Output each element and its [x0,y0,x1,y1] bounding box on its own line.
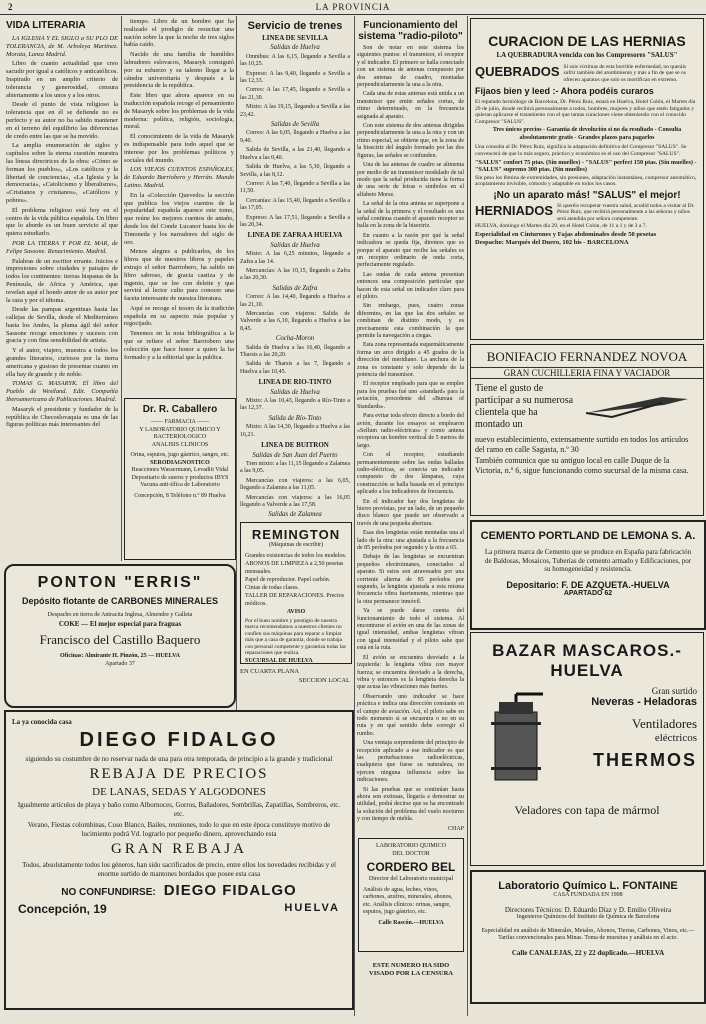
ad-line: NO CONFUNDIRSE: [61,887,156,898]
paragraph: El avión se encuentra desviado a la izquierda: la lengüeta vibra con mayor fuerza; se encuentra desviado a la derecha, vibra y entonces es la lengüeta derecha la que acusa las vibraciones más fuertes. [357,654,464,691]
censura-text: ESTE NUMERO HA SIDO VISADO POR LA CENSURA [369,962,453,977]
book-title-1: LA IGLESIA Y EL SIGLO a SU PLO DE TOLERANCIA, de M. Arboleya Martinez. Morata, Lanza Madrid. [6,35,118,58]
paragraph: Libro de cuanto actualidad que creo sacudir por igual a católicos y anticatólicos. Inspirado en un amplio criterio de tolerancia y generosidad, censura abiertamente a los unos y a los otros. [6,60,118,99]
line-heading: Cocha-Moron [275,335,315,343]
book-title-2: POR LA TIERRA Y POR EL MAR, de Felipe Sassone. Renacimiento. Madrid. [6,239,118,255]
ad-line: También comunica que su antiguo local en calle Duque de la Victoria, n.º 6, sigue funcionando como sucursal de la misma casa. [475,456,689,475]
train-entry: Salida de Sevilla, a las 21,40, llegando a Huelva a las 0,40. [240,147,350,161]
ad-line: Igualmente artículos de playa y baño como Albornoces, Gorros, Bañadores, Sombrillas, Zapatillas, Sombreros, etc. etc. [17,801,341,818]
ad-line: Neveras - Heladoras [591,695,697,708]
ad-heading: HERNIADOS [475,202,554,218]
ad-title: REMINGTON [251,527,341,542]
razor-icon [575,383,699,431]
book-title-4: LOS VIEJOS CUENTOS ESPAÑOLES, de Eduardo Barriobero y Herrán. Mundo Latino. Madrid. [124,166,234,189]
ad-line: ANALISIS CLINICOS [151,441,209,448]
ad-owner: Francisco del Castillo Baquero [39,632,201,647]
ad-line: Especialidad en análisis de Minerales, Metales, Abonos, Tierras, Carbones, Vinos, etc.— Tarifas convencionales para Minas. Toma de muestras y análisis en el acto. [481,927,695,941]
ad-line: THERMOS [593,749,697,770]
ad-title: DIEGO FIDALGO [163,882,297,899]
paragraph: Ya se puede darse cuenta del funcionamiento de todo el sistema. Al encontrarse el avión en una de las zonas de igual intensidad, ambas lengüetas vibran con igual intensidad y el piloto sabe que está en la ruta. [357,608,464,652]
ad-line: DE LANAS, SEDAS Y ALGODONES [92,786,266,798]
line-heading: LINEA DE SEVILLA [262,34,328,42]
ad-heading: Fijaos bien y leed :- Ahora podéis curaros [475,86,654,96]
bazar-mascaros-ad [470,632,704,866]
section-heading: VIDA LITERARIA [6,20,86,31]
note-line: SECCION LOCAL [298,677,350,684]
fontaine-lab-ad [470,870,706,1004]
paragraph: En cuanto a la razón por qué la señal indicadora se queda fija, diremos que es porque el aparato que recibe las señales es un receptor ordinario de onda corta, perfectamente regulado. [357,232,464,269]
ad-line: Análisis de agua, leches, vinos, carbones, azufres, minerales, abonos, etc. Análisis clínicos: orinas, sangre, esputos, jugo gástrico, etc. [363,886,453,915]
paragraph: Menos alegres a publicarlos, de los libros que de nuestros libros y papeles extrajo el señor Barriobero, ha salido un libro sabroso, de gracia castiza y de ingenio, que se lee con deleite y que servirá al lector culto para conocer una faceta interesante de nuestra literatura. [124,248,234,303]
paragraph: Desde el punto de vista religioso la tolerancia que en él se defiende no es perfecto y su autor no ha sabido mantener en el terreno del equilibrio las diferencias de credo entre las que se ha movido. [6,101,118,140]
ad-line: Tiene el gusto de participar a su numerosa clientela que ha montado un [475,383,574,430]
ad-line: Tres únicos precios - Garantía de devolución si no da resultado - Consulta absolutamente gratis - Grandes plazos para pagarlos [492,127,682,141]
bazar-body [471,687,703,797]
paragraph: En la «Colección Quevedo» la sección que publica los viejos cuentos de la popularidad española aparece este tomo, que reúne los mejores cuentos de antaño, desde los del Conde Lucanor hasta los de Timoneda y los narradores del siglo de oro. [124,191,234,246]
ad-line: AVISO [286,609,306,615]
ad-line: Vacuna anti-tífica de Laboratorio [140,482,220,488]
literary-column-2 [124,18,234,410]
train-entry: Correo: A las 17,45, llegando a Sevilla a las 21,30. [240,87,350,101]
ad-heading: ¡No un aparato más! "SALUS" el mejor! [493,189,681,201]
paragraph: Son de notar en este sistema los siguientes puntos: el transmisor, el receptor y el indicador. El primero se halla conectado con un sistema de antenas compuesto por dos antenas de cuadro, montadas perpendicularmente la una a la otra. [357,45,464,89]
book-title-3: TOMAS G. MASARYK. El libro del Pueblo de Westland. Edit. Compañía Iberoamericana de Publicaciones. Madrid. [6,380,118,404]
train-entry: Mixto: A las 6,25 minutos, llegando a Zafra a las 14. [240,251,350,265]
herniados-row [475,203,699,223]
paragraph: La señal de la otra antena se superpone a la señal de la primera y el resultado es una señal continua cuando el aparato receptor se halla en la zona de la bisectriz. [357,201,464,230]
ad-line: Despacho en tierra de Antracita Inglesa, Almendre y Galleta [47,612,193,618]
ad-line: nuevo establecimiento, extensamente surtido en todos los artículos del ramo en calle Sagasta, n.º 30 [475,435,689,454]
paragraph: Las ondas de cada antena presentan entonces una composición particular que hacen de esta señal un indicador claro para el piloto. [357,271,464,300]
ad-line: TALLER DE REPARACIONES. Precios módicos. [245,593,344,607]
ad-line: HUELVA, domingo el Martes día 29, en el Hotel Colón, de 11 a 1 y de 3 a 7. [475,223,647,230]
paragraph: Una de las antenas de cuadro se alimenta por medio de un transmisor modulado de tal modo que la señal producida tiene la forma de una serie de letras o símbolos en el alfabeto Morse. [357,162,464,198]
ad-line: Papel de reproductor. Papel carbón. Cintas de todas clases. [245,577,331,591]
paragraph: Tenemos en la nota bibliográfica a la que se refiere el señor Barriobero una colección que hace honor a quien la ha formado y a la editorial que la publica. [124,330,234,361]
paragraph: Si las pruebas que se continúan hasta ahora son exitosas, llegaría a demostrar su utilidad, podrá decirse que se ha encontrado la solución del problema del vuelo nocturno y con tiempo de niebla. [357,786,464,823]
literary-column [6,18,118,578]
masthead-title: LA PROVINCIA [315,2,391,12]
ad-title: CEMENTO PORTLAND DE LEMONA S. A. [480,530,696,542]
ad-line: Una consulta al Dr. Pérez Ruiz, significa la adaptación definitiva del Compresor "SALUS". Se convencerá de que lo más seguro, práctico y económico es el uso del Compresor "SALUS". [475,144,687,157]
ad-address: Concepción, 8 Teléfono n.º 89 Huelva [134,492,226,499]
ad-address: Oficinas: Almirante H. Pinzón, 25 — HUELVA [59,653,180,659]
train-schedule [240,18,350,518]
ad-line: COKE — El mejor especial para fraguas [58,619,182,628]
departures-heading: Salidas de Sevilla [270,121,320,129]
departures-heading: Salidas de Zalamea [268,511,322,518]
train-entry: Expreso: A las 17,51, llegando a Sevilla a las 20,34. [240,214,350,228]
fidalgo-address [18,902,340,916]
ad-title: BAZAR MASCAROS.-HUELVA [492,641,682,680]
column-rule [467,16,468,1016]
train-entry: Mixto: A las 19,15, llegando a Sevilla a las 23,42. [240,104,350,118]
ad-line: ABONOS DE LIMPIEZA a 2,50 pesetas mensuales. [245,561,344,575]
ad-line: Director del Laboratorio municipal [368,876,454,882]
ad-line: Orina, esputos, jugo gástrico, sangre, etc. [130,452,230,458]
paragraph: El receptor empleado para que se emplee para los pruebas fué uno «standard» para la aviación, procedente del «Bureau of Standards». [357,381,464,410]
ad-line: "SALUS" confort 75 ptas. (Sin muelles) - "SALUS" perfect 150 ptas. (Sin muelles) - "SALUS" supremo 300 ptas. (Sin muelles) [475,158,697,174]
ad-line: El reputado herniólogo de Barcelona, Dr. Pérez Ruiz, estará en Huelva, Hotel Colón, el Martes día 29 de julio, donde recibirá personalmente a todos, hombres, mujeres y niños que estén fatigados y quieran aplicarse el tratamiento con el que tantas curaciones viene obteniendo con el conocido Compresor "SALUS". [475,99,696,125]
ad-subtitle: Depósito flotante de CARBONES MINERALES [21,596,218,606]
train-title: Servicio de trenes [247,20,343,32]
ad-line: Si queréis recuperar vuestra salud, acudid todos a visitar al Dr. Pérez Ruiz, que recibirá personalmente a las señoras y niños será atendida por señora competente. [557,202,695,222]
departures-heading: Salida de Río-Tinto [268,414,322,422]
hernias-ad [470,18,704,340]
ad-line: SERODIAGNOSTICO [150,459,210,466]
paragraph: En el indicador hay dos lengüetas de hierro provistas, por un lado, de un pequeño disco blanco que puede ser observado a través de una pequeña abertura. [357,498,464,527]
ad-subtitle: GRAN CUCHILLERIA FINA Y VACIADOR [471,367,703,379]
ad-line: Todos, absolutamente todos los géneros, han sido sacrificados de precio, entre ellos los novedades recibidas y el enorme surtido de mantones bordados que posee esta casa [22,861,336,878]
page-number: 2 [8,2,14,12]
remington-ad [240,522,352,664]
ad-apartado: APARTADO 62 [563,589,613,597]
train-entry: Correo: A las 7,40, llegando a Sevilla a las 11,50. [240,180,350,195]
ad-line: siguiendo su costumbre de no reservar nada de una para otra temporada, de principio a la grande y tradicional [25,754,333,763]
line-heading: LINEA DE BUITRON [261,441,329,450]
ad-address: Concepción, 19 [18,902,107,916]
ad-line: Por el buen nombre y prestigio de nuestra marca recomendamos a nuestros clientes no confíen sus máquinas para reparar o limpiar más que a casa de garantía, donde se trabaja con personal competente y garantiza todas las reparaciones que realiza. [245,617,346,656]
paragraph: Masaryk el presidente y fundador de la república de Checoslovaquia es una de las figuras políticas más interesantes del [6,405,118,429]
ad-line: LABORATORIO QUIMICO [375,843,447,849]
article-title: Funcionamiento del sistema "radio-piloto" [358,20,463,42]
train-entry: Salida de Huelva a las 16,40, llegando a Tharsis a las 20,20. [240,344,350,359]
paragraph: Debajo de las lengüetas se encuentran pequeños electroimanes, conectados al aparato. Si estos son atravesados por una corriente alterna de 85 períodos por segundo, la lengüeta ajustada a esta misma frecuencia vibra fuertemente, mientras que la otra permanece inmóvil. [357,554,464,605]
train-entry: Mercancías con viajeros: a las 16,05 llegando a Valverde a las 17,58. [240,494,350,508]
ad-line: Verano, Fiestas colombinas, Coso Blanco, Bailes, reuniones, todo lo que en este época constituye motivo de lucimiento podrá Vd. lograrlo por pequeño dinero, aprovechando esta [27,821,331,838]
radio-pilot-article [357,18,464,850]
ad-line: Reacciones Wassermann, Levaditi Vidal [131,467,229,473]
paragraph: Esas dos lengüetas están montadas una al lado de la otra: una ajustada a la frecuencia de 85 períodos por segundo y la otra a 65. [357,530,464,551]
paragraph: Sin embargo, pues, cuatro zonas diferentes, en las que las dos señales se combinan de distinto modo, y es precisamente esta combinación la que permite la navegación a ciegas. [357,303,464,340]
train-entry: Mercancías con viajeros: Salida de Valverde a las 6,10, llegando a Huelva a las 8,45. [240,311,350,332]
caballero-ad [124,398,236,560]
ad-line: Y LABORATORIO QUIMICO Y BACTERIOLOGICO [139,426,221,440]
ad-apartado: Apartado 37 [105,660,135,667]
ad-line: —— FARMACIA —— [151,419,209,425]
bonifacio-ad [470,344,704,516]
paragraph: Para evitar toda efecto directo a bordo del avión, durante los ensayos se emplearon «Sellum radio-eléctricas» y como antena receptora un hombre vertical de 5 metros de largo. [357,413,464,449]
ad-line: DEL DOCTOR [392,850,430,857]
ad-line: Grandes existencias de todos los modelos. [245,552,347,559]
paragraph: Y el autor, viajero, muestra a todos los grandes literarios, curiosos por la tierra americana y gustoso de presentar cuanto en ella hay de grande y de noble. [6,347,118,378]
ad-heading: QUEBRADOS [475,63,560,79]
column-rule [354,16,355,1016]
departures-heading: Salidas de Huelva [270,44,320,52]
paragraph: Desde las pampas argentinas hasta las callejas de Sevilla, desde el Mediterráneo hasta los Andes, la pluma ágil del señor Sassone recoge emociones y sucesos con gracia y con fina sensibilidad de artista. [6,306,118,345]
line-heading: LINEA DE RIO-TINTO [258,378,332,387]
diego-fidalgo-ad [4,710,354,1010]
train-entry: Correo: A las 14,40, llegando a Huelva a las 21,10. [240,294,350,308]
ad-title: DIEGO FIDALGO [79,728,279,751]
ad-line: Si sois víctimas de esta horrible enfermedad, no queráis sufrir también del aturdimiento y más a fin de que se os ofrecen aparatos que solo os mortifican en extremo. [563,63,687,83]
ad-address: Calle CANALEJAS, 22 y 22 duplicado.—HUELVA [511,948,665,957]
ice-cream-maker-icon [471,687,561,797]
paragraph: Observando uno indicador se hace práctica e indica una dirección constante en el campo de aviación. Así, el piloto sabe en todo momento si se encuentra o no en su ruta y en qué sentido debe corregir el rumbo. [357,693,464,737]
paragraph: Con el receptor, estudiando permanentemente sobre las ondas halladas radio-eléctricas, se conecta un indicador compuesto de dos lámparas, cuya construcción se halla basada en el principio aplicado a los indicadores de frecuencia. [357,452,464,496]
ad-title: CURACION DE LAS HERNIAS [488,33,686,49]
fidalgo-footer [6,882,352,899]
paragraph: La amplia enumeración de siglos y capítulos sobre la eterna cuestión muestra las líneas directrices de la obra: «Cómo se forman los pueblos», «Los católicos y la libertad de conciencia», «La Iglesia y la democracia», «Catolicismo y liberalismo», «Cristianos y cristianos», «Católicos y pobres». [6,142,118,204]
paragraph: Cada una de estas antenas está unida a un transmisor que emite señales cortas, de ritmo determinado, en la frecuencia asignada al aparato. [357,91,464,120]
paragraph: Con este sistema de dos antenas dirigidas perpendicularmente la una a la otra y con un ritmo especial, se obtiene que, en la zona de la bisectriz del ángulo formado por las dos figuras, las señales se confunden. [357,123,464,159]
ad-subtitle: CASA FUNDADA EN 1908 [553,892,623,898]
ad-subtitle: (Máquinas de escribir) [268,542,324,548]
paragraph: El conocimiento de la vida de Masaryk es indispensable para todo aquel que se interese por los problemas políticos y sociales del mundo. [124,133,234,164]
departures-heading: Salidas de Huelva [270,388,320,396]
train-entry: Omnibus: A las 6,15, llegando a Sevilla a las 10,25. [240,53,350,68]
train-entry: Salida de Tharsis a las 7, llegando a Huelva a las 10,45. [240,361,350,375]
departures-heading: Salidas de Zafra [272,284,318,292]
ad-title: BONIFACIO FERNANDEZ NOVOA [486,349,688,364]
ad-line: eléctricos [654,731,697,744]
ad-title: PONTON "ERRIS" [37,574,203,591]
column-rule [236,16,237,716]
ad-title: CORDERO BEL [366,860,456,874]
train-entry: Tren mixto: a las 11,15 llegando a Zalamea a las 9,05. [240,460,350,475]
train-entry: Mixto: A las 14,30, llegando a Huelva a las 16,21. [240,424,350,438]
ad-address: HUELVA [284,902,340,914]
ad-heading: REBAJA DE PRECIOS [89,766,269,782]
lemona-cement-ad [470,520,706,630]
page-header [0,0,706,15]
paragraph: Palabras de un escritor errante. Juicios e impresiones sobre ciudades y paisajes de todos los continentes: tierras hispanas de la Península, de Africa y América, que revelan aquí el hondo amor de su autor por la raza y por el idioma. [6,257,118,304]
pharmacy-name: Dr. R. Caballero [142,404,218,415]
train-entry: Mercancías: A las 10,15, llegando a Zafra a las 20,30. [240,267,350,282]
train-entry: Correo: A las 6,05, llegando a Huelva a las 9,40. [240,130,350,144]
bazar-list [561,687,703,797]
train-entry: Mercancías con viajeros: a las 6,05, llegando a Zalamea a las 11,05. [240,477,350,492]
ad-heading: GRAN REBAJA [111,841,247,857]
ad-line: Directores Técnicos: D. Eduardo Díaz y D. Emilio Oliveira [504,905,672,914]
paragraph: Este libro que ahora aparece en su traducción española recoge el pensamiento de Masaryk sobre los problemas de la vida moderna: política, religión, sociología, moral. [124,92,234,131]
ad-title: Laboratorio Químico L. FONTAINE [498,880,678,892]
train-entry: Expreso: A las 9,40, llegando a Sevilla a las 12,33. [240,70,350,85]
note-line: EN CUARTA PLANA [240,668,300,675]
ad-address: Calle Rascón.—HUELVA [378,919,444,926]
departures-heading: Salidas de Huelva [270,241,320,249]
ad-line: La ya conocida casa [12,718,72,726]
ad-line: La primera marca de Cemento que se produce en España para fabricación de Baldosas, Mosaicos, Tuberías de cemento armado y Edificaciones, por su homogeneidad y resistencia. [484,548,692,573]
ad-line: Ingenieros Químicos del Instituto de Química de Barcelona [516,914,660,920]
paragraph: tiempo. Libro de un hombre que ha realizado el prodigio de resucitar una nación sobre la que la noche de tres siglos había caído. [124,18,234,49]
ad-address: Despacho: Marqués del Duero, 102 bis - BARCELONA [475,239,629,247]
ad-line: Ventiladores [632,715,697,731]
ad-line: Depositario de sueros y productos IBYS [131,474,229,481]
ad-line: Veladores con tapa de mármol [514,803,660,817]
bonifacio-body [475,383,699,431]
paragraph: Una ventaja sorprendente del principio de recepción aplicado a ese indicador es que las perturbaciones radioeléctricas, cualquiera que fuese su naturaleza, no ejercen ninguna influencia sobre las indicaciones. [357,740,464,784]
ad-line: SUCURSAL DE HUELVA [245,657,313,664]
quebrados-row [475,64,699,84]
local-section-note [240,667,350,707]
ad-line: Depositario: F. DE AZQUETA.-HUELVA [506,579,670,590]
column-rule [121,16,122,561]
paragraph: Esta zona representada esquemáticamente forma un arco dirigido a 45 grados de la dirección del meridiano. La anchura de la zona es constante y solo depende de la potencia del transmisor. [357,342,464,379]
ad-line: Especialidad en Cinturones y Fajas abdominales desde 50 pesetas [475,230,657,238]
signature: CHAP [447,825,464,832]
train-entry: Salida de Huelva, a las 5,30, llegando a Sevilla, a las 8,12. [240,164,350,178]
line-heading: LINEA DE ZAFRA A HUELVA [247,231,343,240]
censura-notice [360,962,462,994]
ad-subtitle: LA QUEBRADURA vencida con los Compresores "SALUS" [496,51,678,59]
ad-line: Gran surtido [651,686,697,696]
train-entry: Mixto: A las 10,43, llegando a Río-Tinto a las 12,37. [240,398,350,412]
cordero-lab-ad [358,838,464,952]
paragraph: Aquí se recoge el tesoro de la tradición española en su aspecto más popular y regocijado. [124,304,234,328]
paragraph: Nacido de una familia de humildes labradores eslovacos, Masaryk consiguió por su esfuerzo y su talento llegar a la cátedra universitaria y después a la presidencia de la república. [124,51,234,90]
train-entry: Cercanías: A las 15,40, llegando a Sevilla a las 17,05. [240,197,350,212]
departures-heading: Salidas de San Juan del Puerto [252,451,338,459]
paragraph: El problema religioso está hoy en el centro de la vida pública española. Un libro que lo aborde es un buen servicio al que quiera estudiarlo. [6,206,118,238]
ad-line: Sin peso los fémina de extremidades, sin presiones, adaptación instantánea, compresor automático, acoplamiento invisible, cómodo y adaptable en todos los casos. [475,174,697,188]
ponton-erris-ad [4,564,236,708]
